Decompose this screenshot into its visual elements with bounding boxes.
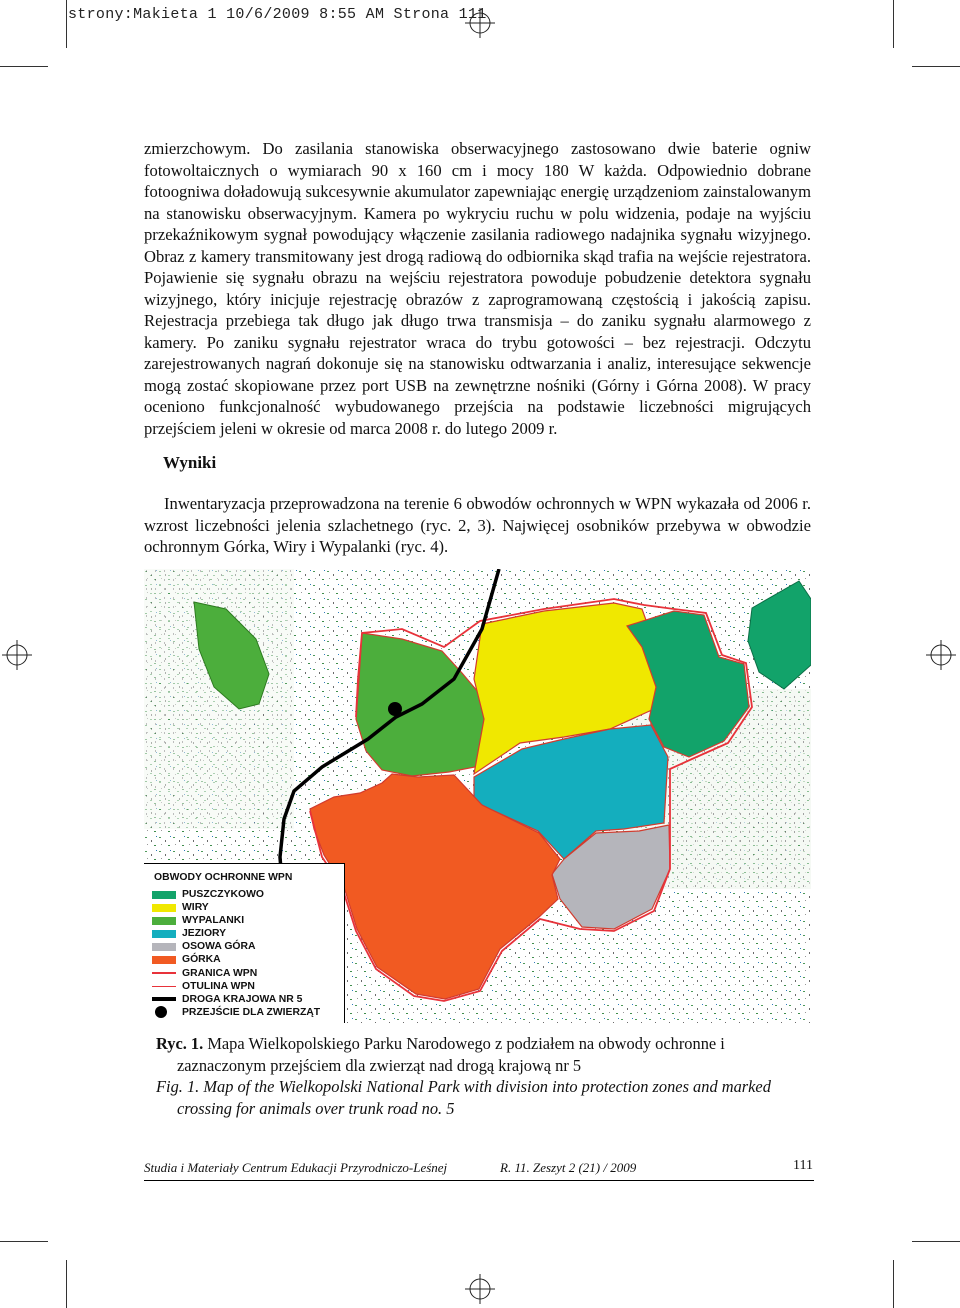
registration-mark (926, 640, 956, 670)
legend-swatch (152, 972, 176, 974)
registration-mark (465, 8, 495, 38)
legend-label: GÓRKA (182, 954, 221, 966)
legend-label: WIRY (182, 902, 209, 914)
crop-mark (0, 1241, 48, 1242)
legend-item (152, 993, 320, 1006)
legend-swatch (152, 986, 176, 987)
crop-mark (912, 1241, 960, 1242)
legend-item (152, 967, 320, 980)
printer-slug: strony:Makieta 1 10/6/2009 8:55 AM Strona 111 (68, 6, 487, 23)
legend-label: OSOWA GÓRA (182, 941, 256, 953)
body-paragraph-text: zmierzchowym. Do zasilania stanowiska obserwacyjnego zastosowano dwie baterie ogniw fotowoltaicznych o wymiarach 90 x 160 cm i mocy 180 W każda. Odpowiednio dobrane fotoogniwa doładowują sukcesywnie akumulator zapewniając energię urządzeniom zainstalowanym na stanowisku obserwacyjnym. Kamera po wykryciu ruchu w polu widzenia, podaje na wyjściu przekaźnikowym sygnał powodujący włączenie zasilania radiowego nadajnika sygnału wizyjnego. Obraz z kamery transmitowany jest drogą radiową do odbiornika skąd trafia na wejście rejestratora. Pojawienie się sygnału obrazu na wejściu rejestratora powoduje pobudzenie detektora sygnału wizyjnego, który inicjuje rejestrację obrazów z zaprogramowaną częstością i jakością zapisu. Rejestracja przebiega tak długo jak długo trwa transmisja – do zaniku sygnału alarmowego z kamery. Po zaniku sygnału rejestrator wraca do trybu gotowości – bez rejestracji. Odczytu zarejestrowanych nagrań dokonuje się na stanowisku odtwarzania i analiz, interesujące sekwencje mogą zostać skopiowane przez port USB na zewnętrzne nośniki (Górny i Górna 2008). W pracy oceniono funkcjonalność wybudowanego przejścia na podstawie liczebności migrujących przejściem jeleni w okresie od marca 2008 r. do lutego 2009 r. (144, 139, 811, 438)
legend-swatch (152, 930, 176, 938)
legend-label: WYPALANKI (182, 915, 245, 927)
caption-polish (156, 1033, 811, 1076)
legend-label: JEZIORY (182, 928, 227, 940)
legend-item (152, 980, 320, 993)
legend-item (152, 888, 320, 901)
legend-label: GRANICA WPN (182, 967, 258, 979)
registration-mark (2, 640, 32, 670)
legend-swatch (152, 943, 176, 951)
legend-label: PRZEJŚCIE DLA ZWIERZĄT (182, 1006, 321, 1018)
legend-item (152, 940, 320, 953)
registration-mark (465, 1274, 495, 1304)
caption-english: Fig. 1. Map of the Wielkopolski National Park with division into protection zones and marked crossing for animals over trunk road no. 5 (156, 1077, 771, 1118)
legend-item (152, 914, 320, 927)
animal-crossing-marker (388, 702, 402, 716)
page-number: 111 (793, 1158, 813, 1173)
crop-mark (66, 0, 67, 48)
figure-caption (156, 1033, 811, 1119)
caption-polish-text: Mapa Wielkopolskiego Parku Narodowego z podziałem na obwody ochronne i zaznaczonym przejściem dla zwierząt nad drogą krajową nr 5 (177, 1034, 725, 1075)
legend-title: OBWODY OCHRONNE WPN (154, 872, 293, 883)
legend-item (152, 901, 320, 914)
caption-label: Ryc. 1. (156, 1034, 204, 1053)
footer-journal: Studia i Materiały Centrum Edukacji Przyrodniczo-Leśnej (144, 1160, 448, 1175)
legend-swatch (155, 1006, 167, 1018)
legend-label: OTULINA WPN (182, 980, 255, 992)
legend-swatch (152, 956, 176, 964)
legend-list (152, 888, 320, 1019)
legend-item (152, 953, 320, 966)
crop-mark (893, 1260, 894, 1308)
section-heading: Wyniki (163, 453, 217, 472)
legend-swatch (152, 917, 176, 925)
crop-mark (893, 0, 894, 48)
footer-issue: R. 11. Zeszyt 2 (21) / 2009 (500, 1160, 637, 1175)
footer-rule (144, 1180, 814, 1181)
legend-swatch (152, 904, 176, 912)
legend-item (152, 1006, 320, 1019)
crop-mark (912, 66, 960, 67)
map-legend (144, 863, 345, 1023)
park-map (144, 569, 811, 1023)
body-paragraph (144, 138, 811, 439)
results-paragraph: Inwentaryzacja przeprowadzona na terenie 6 obwodów ochronnych w WPN wykazała od 2006 r. wzrost liczebności jelenia szlachetnego (ryc. 2, 3). Najwięcej osobników przebywa w obwodzie ochronnym Górka, Wiry i Wypalanki (ryc. 4). (144, 494, 811, 556)
legend-swatch (152, 997, 176, 1001)
crop-mark (0, 66, 48, 67)
legend-swatch (152, 891, 176, 899)
legend-item (152, 927, 320, 940)
crop-mark (66, 1260, 67, 1308)
legend-label: PUSZCZYKOWO (182, 889, 264, 900)
legend-label: DROGA KRAJOWA NR 5 (182, 993, 303, 1005)
